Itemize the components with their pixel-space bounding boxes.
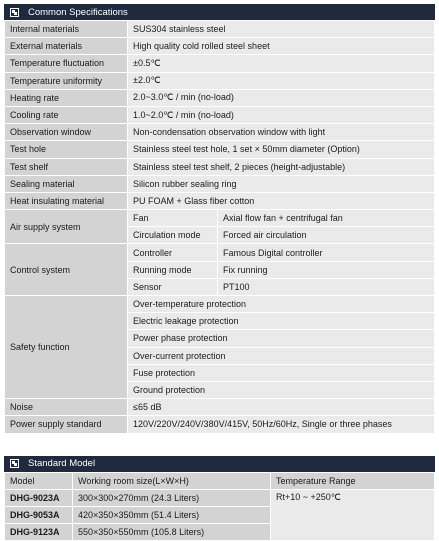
table-row [5, 21, 435, 38]
sub-label: Running mode [128, 261, 218, 278]
spec-value: ≤65 dB [128, 399, 435, 416]
model-size: 550×350×550mm (105.8 Liters) [73, 523, 271, 540]
spec-value: Ground protection [128, 381, 435, 398]
spec-value: Silicon rubber sealing ring [128, 175, 435, 192]
table-row [5, 141, 435, 158]
table-row [5, 72, 435, 89]
spec-label: Temperature fluctuation [5, 55, 128, 72]
common-specifications-header [4, 4, 435, 20]
column-header-model: Model [5, 472, 73, 489]
spec-label: Noise [5, 399, 128, 416]
spec-value: PU FOAM + Glass fiber cotton [128, 192, 435, 209]
spec-label: Internal materials [5, 21, 128, 38]
column-header-size: Working room size(L×W×H) [73, 472, 271, 489]
spec-value: Axial flow fan + centrifugal fan [218, 210, 435, 227]
spec-label: Temperature uniformity [5, 72, 128, 89]
spec-value: Power phase protection [128, 330, 435, 347]
table-row [5, 244, 435, 261]
model-name: DHG-9023A [5, 489, 73, 506]
standard-model-header [4, 456, 435, 472]
spec-value: Forced air circulation [218, 227, 435, 244]
spec-label: Heat insulating material [5, 192, 128, 209]
spec-value: Fix running [218, 261, 435, 278]
table-row [5, 89, 435, 106]
spec-value: Stainless steel test shelf, 2 pieces (height-adjustable) [128, 158, 435, 175]
grid-icon [10, 8, 19, 17]
spec-value: Fuse protection [128, 364, 435, 381]
sub-label: Controller [128, 244, 218, 261]
table-header-row [5, 472, 435, 489]
column-header-temp: Temperature Range [271, 472, 435, 489]
spec-value: Non-condensation observation window with light [128, 124, 435, 141]
table-row [5, 55, 435, 72]
table-row [5, 192, 435, 209]
sub-label: Sensor [128, 278, 218, 295]
model-name: DHG-9123A [5, 523, 73, 540]
table-row [5, 175, 435, 192]
spec-label: Air supply system [5, 210, 128, 244]
table-row [5, 416, 435, 433]
spec-value: 120V/220V/240V/380V/415V, 50Hz/60Hz, Single or three phases [128, 416, 435, 433]
sub-label: Fan [128, 210, 218, 227]
spec-label: Test hole [5, 141, 128, 158]
spec-value: PT100 [218, 278, 435, 295]
spec-label: Control system [5, 244, 128, 296]
spec-value: SUS304 stainless steel [128, 21, 435, 38]
spec-label: Sealing material [5, 175, 128, 192]
table-row [5, 489, 435, 506]
spec-value: Over-temperature protection [128, 296, 435, 313]
spec-label: Safety function [5, 296, 128, 399]
spec-value: Over-current protection [128, 347, 435, 364]
spec-value: Electric leakage protection [128, 313, 435, 330]
table-row [5, 106, 435, 123]
spec-label: External materials [5, 38, 128, 55]
table-row [5, 124, 435, 141]
spec-value: 2.0~3.0℃ / min (no-load) [128, 89, 435, 106]
sub-label: Circulation mode [128, 227, 218, 244]
table-row [5, 210, 435, 227]
grid-icon [10, 459, 19, 468]
table-row [5, 399, 435, 416]
standard-model-table [4, 472, 435, 541]
model-size: 420×350×350mm (51.4 Liters) [73, 506, 271, 523]
spec-label: Observation window [5, 124, 128, 141]
spec-label: Power supply standard [5, 416, 128, 433]
table-row [5, 38, 435, 55]
spec-value: Stainless steel test hole, 1 set × 50mm diameter (Option) [128, 141, 435, 158]
common-specifications-table [4, 20, 435, 434]
spec-label: Heating rate [5, 89, 128, 106]
model-size: 300×300×270mm (24.3 Liters) [73, 489, 271, 506]
model-name: DHG-9053A [5, 506, 73, 523]
spec-value: Famous Digital controller [218, 244, 435, 261]
temperature-range: Rt+10 ~ +250℃ [271, 489, 435, 540]
spec-value: ±0.5℃ [128, 55, 435, 72]
spec-label: Cooling rate [5, 106, 128, 123]
table-row [5, 158, 435, 175]
section-title: Standard Model [28, 458, 96, 469]
spec-label: Test shelf [5, 158, 128, 175]
spec-value: 1.0~2.0℃ / min (no-load) [128, 106, 435, 123]
table-row [5, 296, 435, 313]
section-title: Common Specifications [28, 6, 128, 18]
spec-value: High quality cold rolled steel sheet [128, 38, 435, 55]
spec-value: ±2.0℃ [128, 72, 435, 89]
